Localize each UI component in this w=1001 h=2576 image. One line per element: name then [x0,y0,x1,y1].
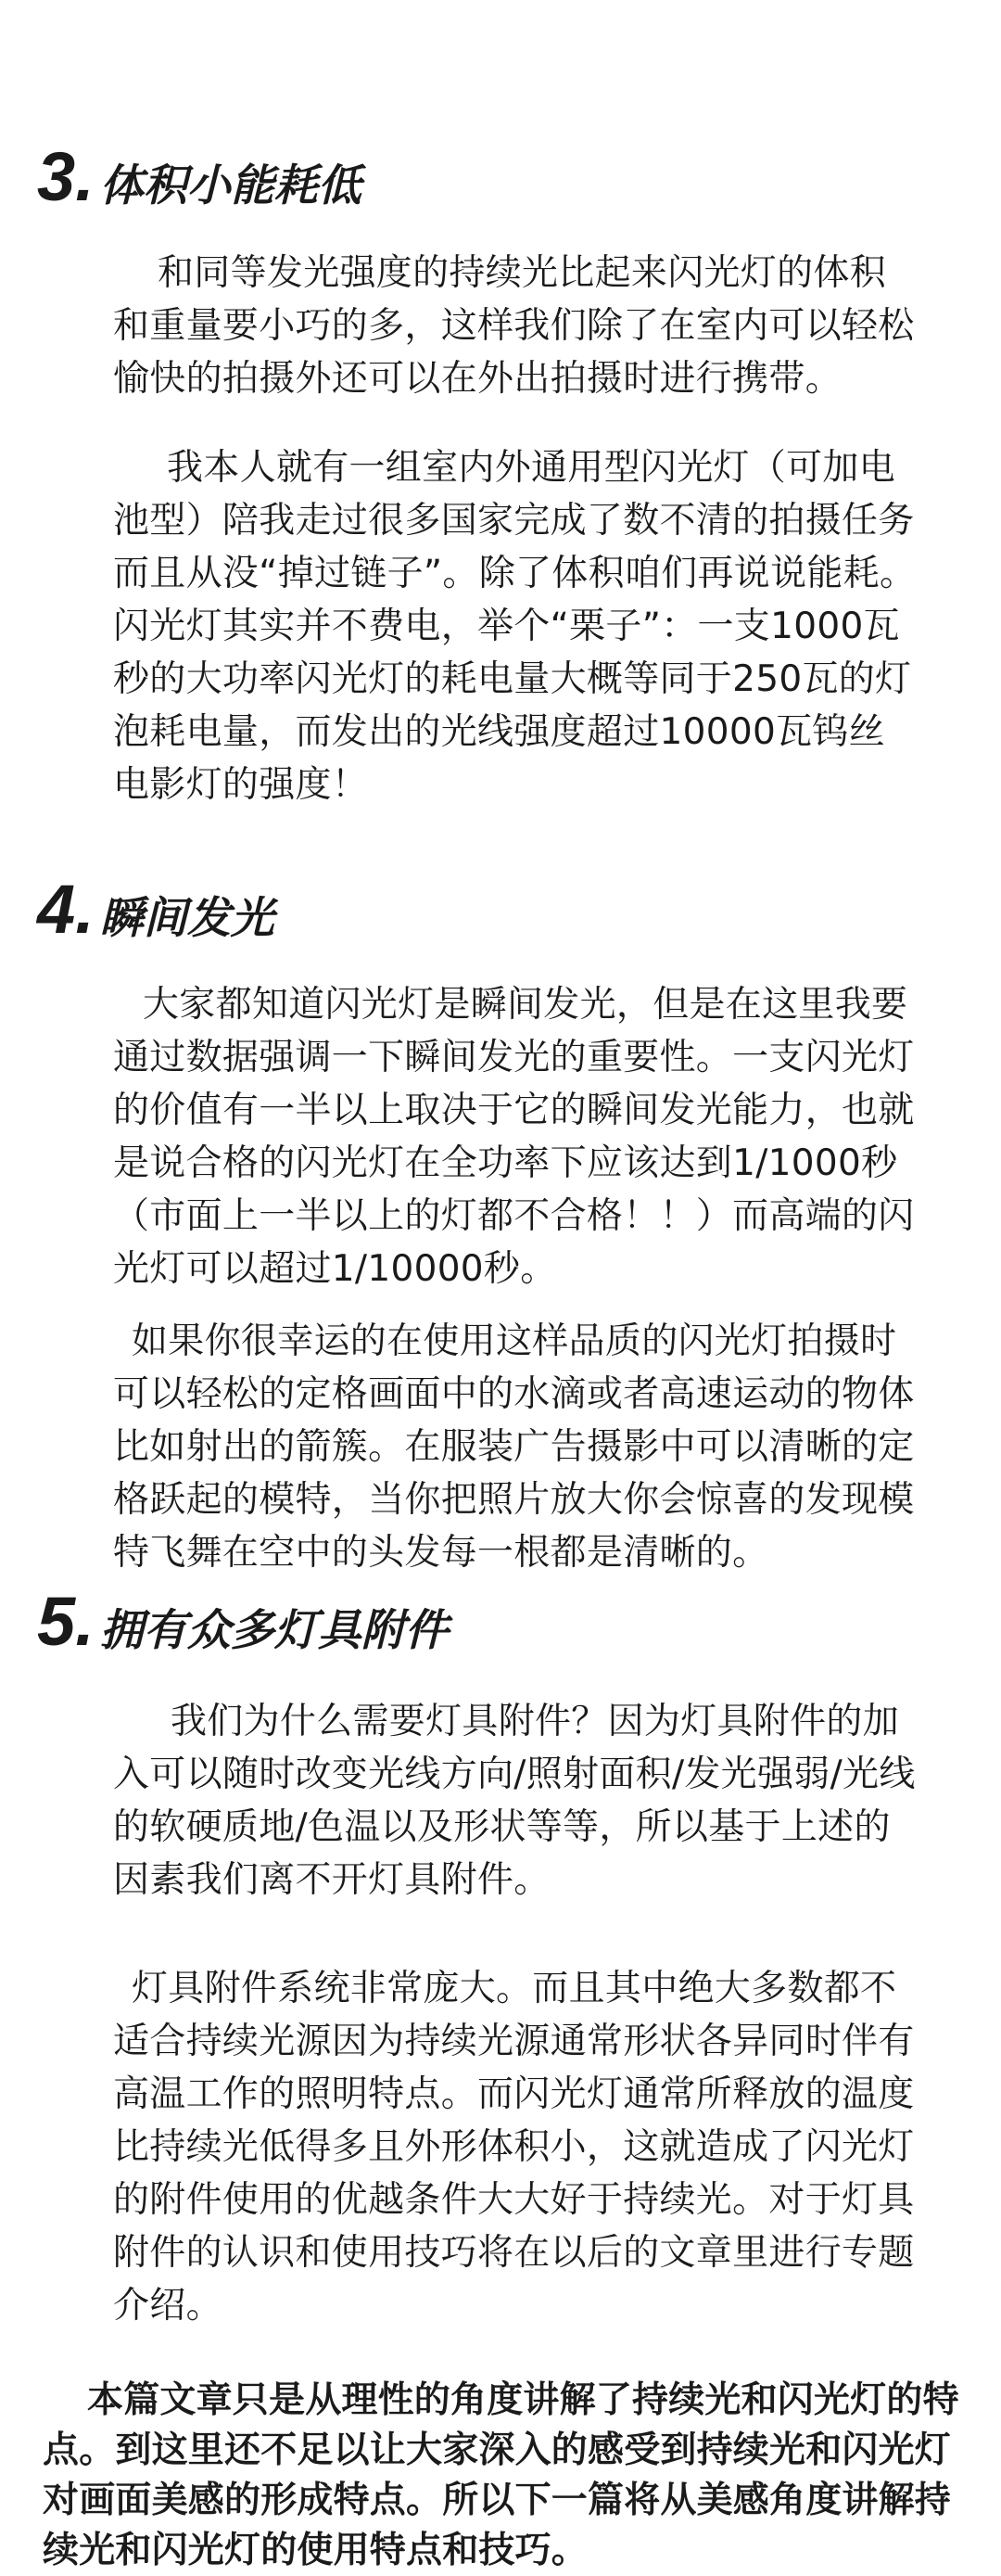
section-heading-3 [37,137,361,216]
section-number: 4 [37,871,76,948]
section-title: 拥有众多灯具附件 [99,1605,449,1656]
section-title: 体积小能耗低 [99,160,361,211]
section-number: 5 [37,1583,76,1660]
conclusion-paragraph: 本篇文章只是从理性的角度讲解了持续光和闪光灯的特点。到这里还不足以让大家深入的感受到持续光和闪光灯对画面美感的形成特点。所以下一篇将从美感角度讲解持续光和闪光灯的使用特点和技巧。 [43,2379,959,2571]
section-5-paragraph-2: 灯具附件系统非常庞大。而且其中绝大多数都不适合持续光源因为持续光源通常形状各异同时伴有高温工作的照明特点。而闪光灯通常所释放的温度比持续光低得多且外形体积小，这就造成了闪光灯的附件使用的优越条件大大好于持续光。对于灯具附件的认识和使用技巧将在以后的文章里进行专题介绍。 [113,1968,915,2327]
heading-dot: . [75,138,95,215]
section-3-paragraph-2: 我本人就有一组室内外通用型闪光灯（可加电池型）陪我走过很多国家完成了数不清的拍摄任务而且从没“掉过链子”。除了体积咱们再说说能耗。闪光灯其实并不费电，举个“栗子”：一支1000瓦秒的大功率闪光灯的耗电量大概等同于250瓦的灯泡耗电量，而发出的光线强度超过10000瓦钨丝电影灯的强度！ [113,447,917,806]
heading-dot: . [75,1583,95,1660]
section-number: 3 [37,138,76,215]
section-3-paragraph-1: 和同等发光强度的持续光比起来闪光灯的体积和重量要小巧的多，这样我们除了在室内可以轻松愉快的拍摄外还可以在外出拍摄时进行携带。 [113,252,915,400]
section-4-paragraph-1: 大家都知道闪光灯是瞬间发光，但是在这里我要通过数据强调一下瞬间发光的重要性。一支闪光灯的价值有一半以上取决于它的瞬间发光能力，也就是说合格的闪光灯在全功率下应该达到1/1000秒（市面上一半以上的灯都不合格！！）而高端的闪光灯可以超过1/10000秒。 [113,984,915,1290]
heading-dot: . [75,871,95,948]
section-heading-5 [37,1582,449,1661]
section-4-paragraph-2: 如果你很幸运的在使用这样品质的闪光灯拍摄时可以轻松的定格画面中的水滴或者高速运动的物体比如射出的箭簇。在服装广告摄影中可以清晰的定格跃起的模特，当你把照片放大你会惊喜的发现模特飞舞在空中的头发每一根都是清晰的。 [113,1320,915,1574]
section-heading-4 [37,870,274,949]
section-5-paragraph-1: 我们为什么需要灯具附件？因为灯具附件的加入可以随时改变光线方向/照射面积/发光强弱/光线的软硬质地/色温以及形状等等，所以基于上述的因素我们离不开灯具附件。 [113,1701,916,1901]
section-title: 瞬间发光 [99,893,274,944]
